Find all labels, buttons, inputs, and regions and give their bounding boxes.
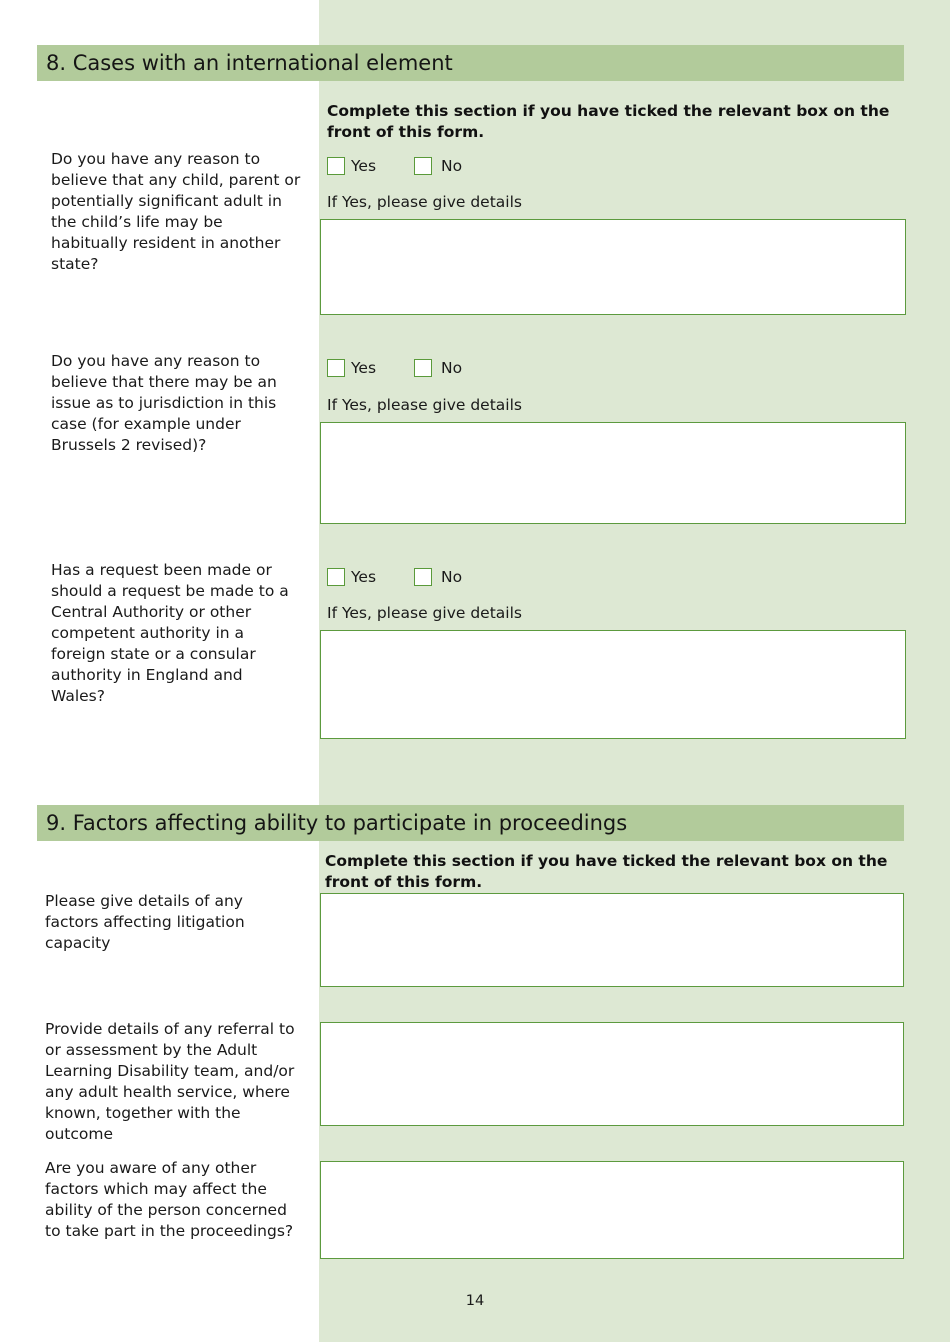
s8-q2-yes-checkbox[interactable] — [327, 359, 345, 377]
s9-question-3: Are you aware of any other factors which may affect the ability of the person concerned to take part in the proceedings? — [45, 1159, 294, 1240]
section-9-instruction: Complete this section if you have ticked the relevant box on the front of this form. — [325, 852, 888, 891]
s8-q2-details-field[interactable] — [320, 422, 906, 524]
s8-q2-options — [327, 358, 462, 378]
s8-q1-options — [327, 156, 462, 176]
s8-question-3: Has a request been made or should a request be made to a Central Authority or other competent authority in a foreign state or a consular authority in England and Wales? — [51, 561, 289, 705]
s8-q3-yes-checkbox[interactable] — [327, 568, 345, 586]
s9-q2-details-field[interactable] — [320, 1022, 904, 1126]
s8-q1-yes-checkbox[interactable] — [327, 157, 345, 175]
s8-q2-no-checkbox[interactable] — [414, 359, 432, 377]
s8-q1-no-label: No — [441, 157, 463, 175]
s8-q3-details-field[interactable] — [320, 630, 906, 739]
s8-q3-details-label: If Yes, please give details — [327, 604, 522, 622]
s8-q2-yes-option[interactable] — [327, 359, 376, 377]
s8-q1-no-checkbox[interactable] — [414, 157, 432, 175]
page-number: 14 — [465, 1293, 485, 1309]
s8-q2-details-label: If Yes, please give details — [327, 396, 522, 414]
s9-question-2: Provide details of any referral to or assessment by the Adult Learning Disability team, and/or any adult health service, where known, together with the outcome — [45, 1020, 295, 1143]
s8-q1-no-option[interactable] — [414, 157, 462, 175]
s9-q3-details-field[interactable] — [320, 1161, 904, 1259]
s8-question-1: Do you have any reason to believe that any child, parent or potentially significant adult in the child’s life may be habitually resident in another state? — [51, 150, 301, 273]
s8-q3-no-label: No — [441, 568, 463, 586]
s9-question-1: Please give details of any factors affecting litigation capacity — [45, 892, 245, 952]
s8-q2-yes-label: Yes — [351, 359, 377, 377]
s8-q2-no-label: No — [441, 359, 463, 377]
s9-q1-details-field[interactable] — [320, 893, 904, 987]
s8-q2-no-option[interactable] — [414, 359, 462, 377]
s8-q3-yes-option[interactable] — [327, 568, 376, 586]
s8-q1-details-label: If Yes, please give details — [327, 193, 522, 211]
s8-q3-options — [327, 567, 462, 587]
s8-q3-no-option[interactable] — [414, 568, 462, 586]
s8-q1-yes-label: Yes — [351, 157, 377, 175]
section-8-instruction: Complete this section if you have ticked the relevant box on the front of this form. — [327, 102, 890, 141]
s8-question-2: Do you have any reason to believe that there may be an issue as to jurisdiction in this case (for example under Brussels 2 revised)? — [51, 352, 277, 454]
s8-q1-details-field[interactable] — [320, 219, 906, 315]
s8-q3-yes-label: Yes — [351, 568, 377, 586]
section-9-header: 9. Factors affecting ability to participate in proceedings — [37, 805, 904, 841]
s8-q3-no-checkbox[interactable] — [414, 568, 432, 586]
s8-q1-yes-option[interactable] — [327, 157, 376, 175]
section-8-header: 8. Cases with an international element — [37, 45, 904, 81]
